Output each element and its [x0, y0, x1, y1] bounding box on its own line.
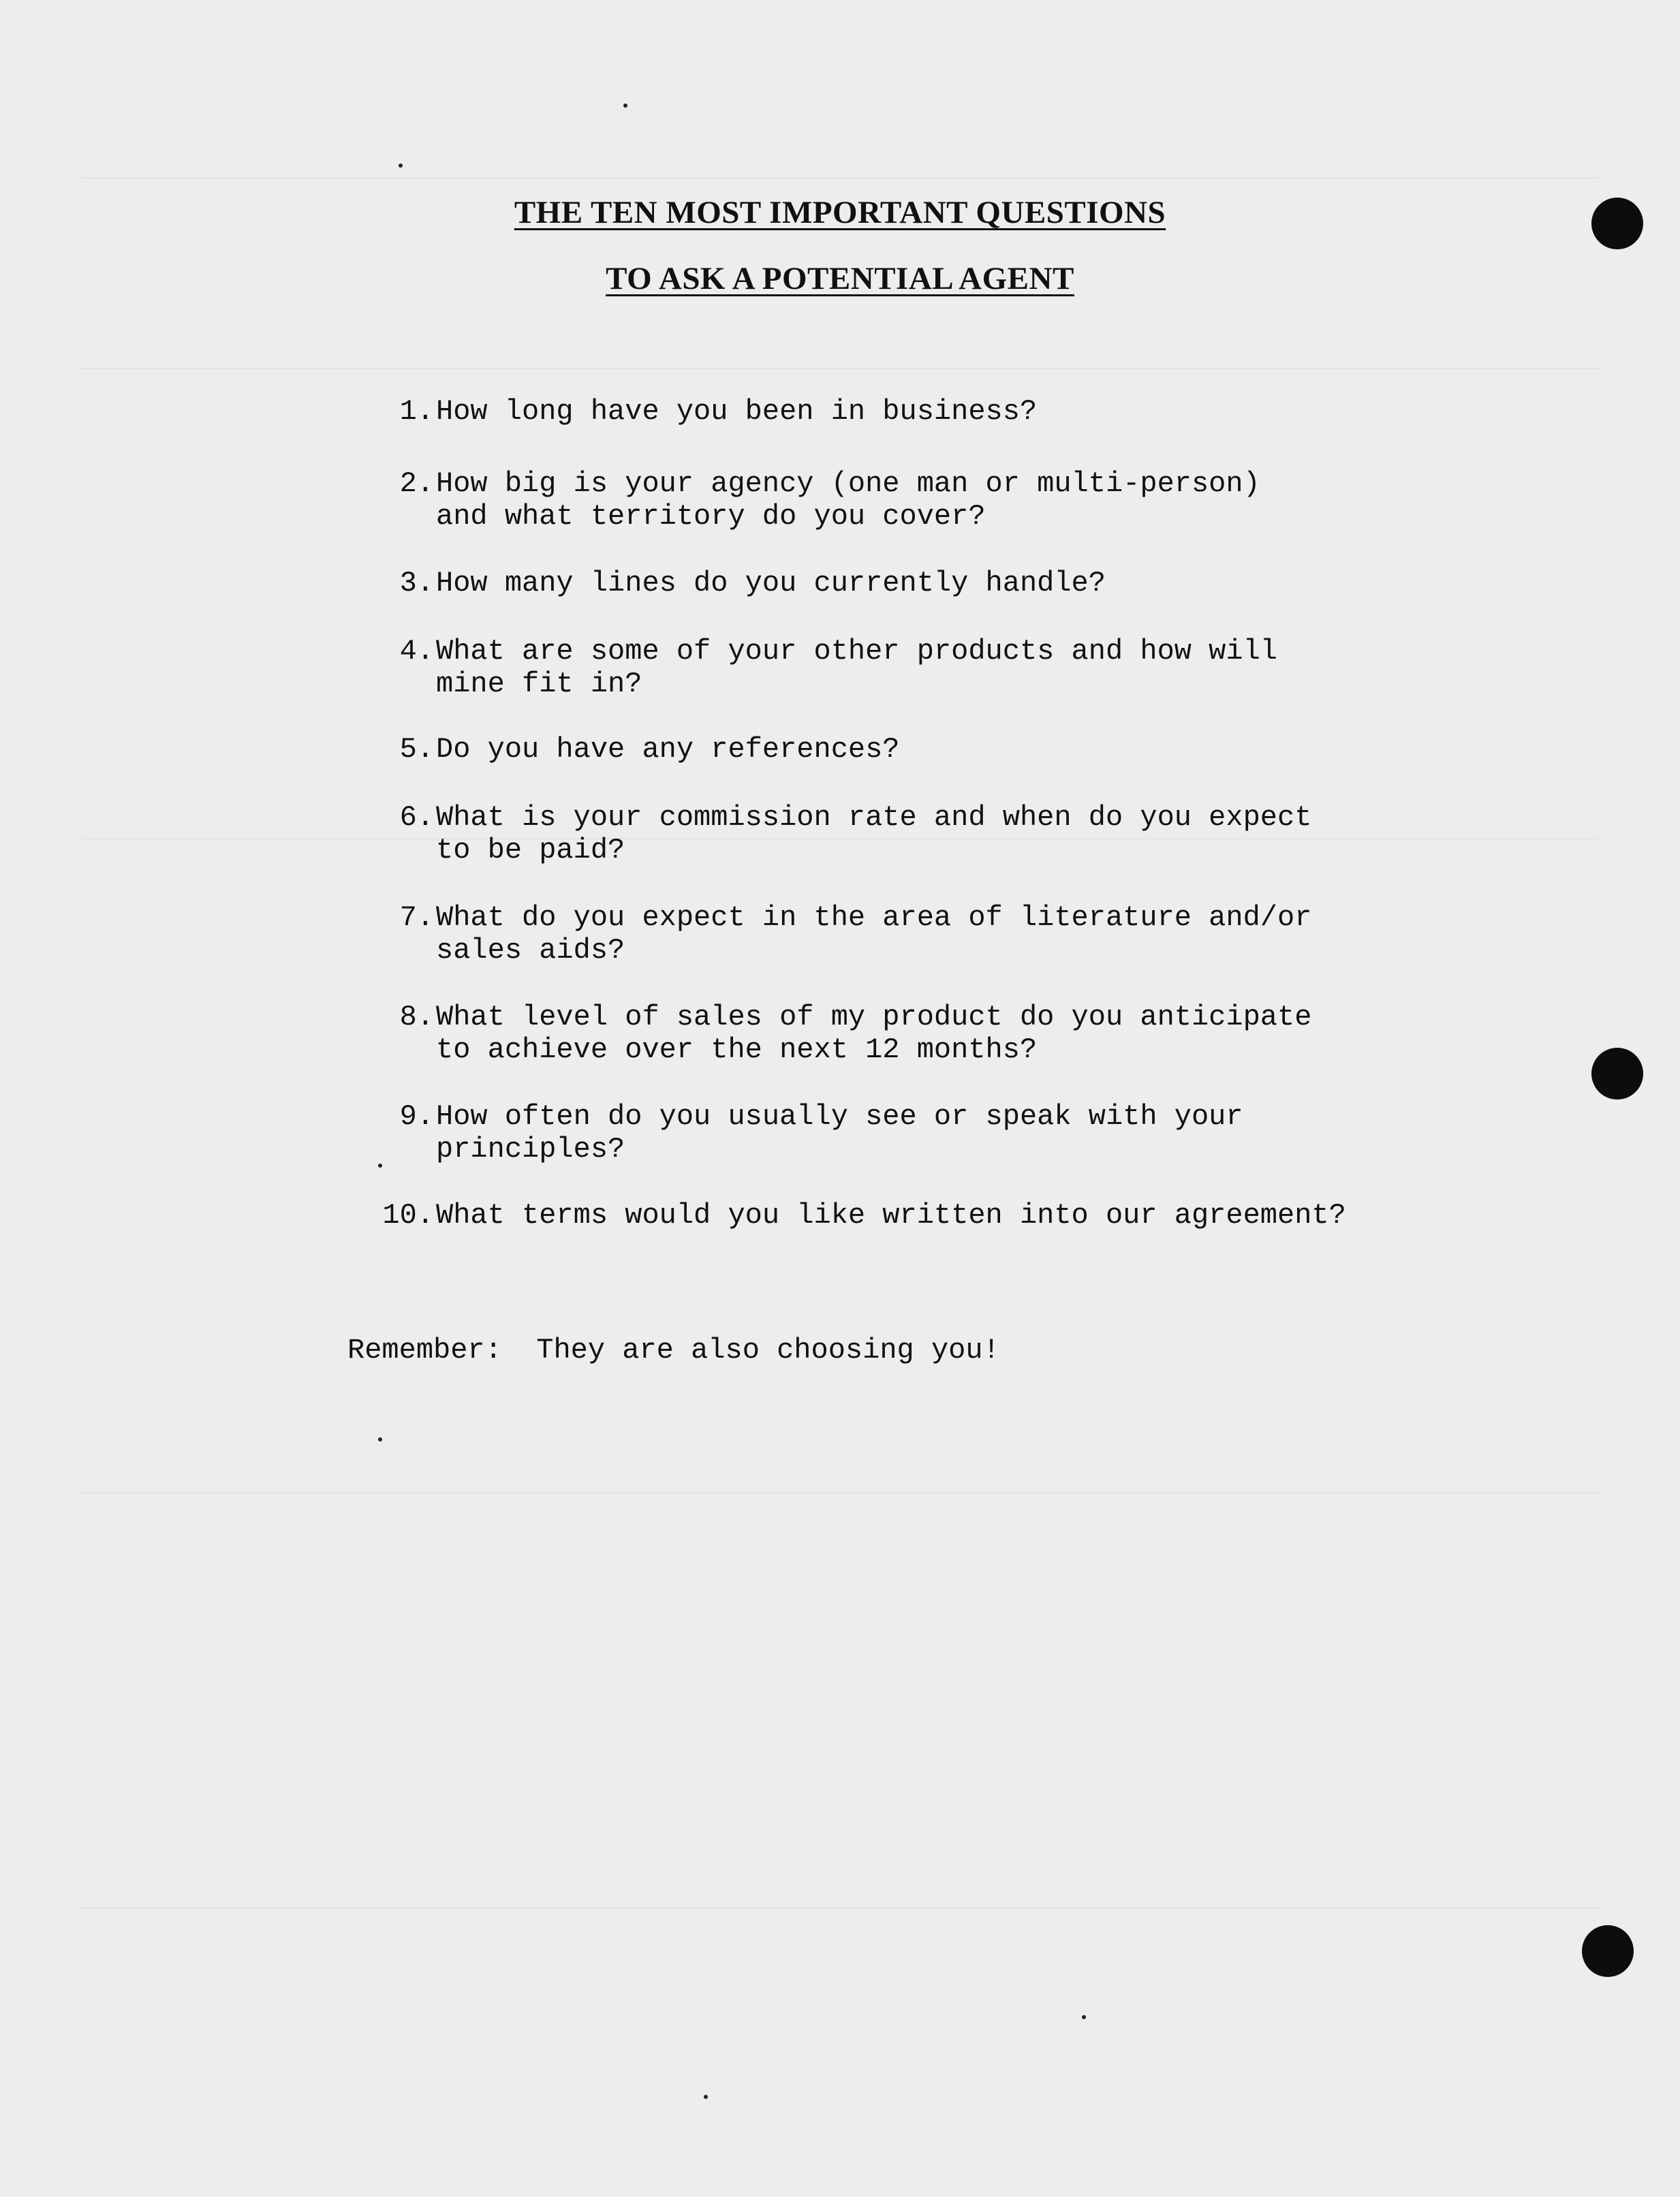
- question-item: [347, 733, 1546, 766]
- closing-reminder: Remember: They are also choosing you!: [347, 1334, 1000, 1367]
- question-number: 1.: [399, 395, 434, 428]
- question-item: [347, 1001, 1546, 1066]
- question-number: 6.: [399, 801, 434, 834]
- show-through-line: [82, 368, 1598, 369]
- question-text: How often do you usually see or speak with your principles?: [436, 1100, 1243, 1166]
- question-item: [347, 801, 1546, 867]
- speck: [399, 163, 403, 168]
- page-title-line-2: TO ASK A POTENTIAL AGENT: [606, 261, 1074, 296]
- question-text: What are some of your other products and how will mine fit in?: [436, 635, 1278, 700]
- show-through-line: [82, 177, 1598, 178]
- question-number: 8.: [399, 1001, 434, 1033]
- question-item: [347, 1100, 1546, 1166]
- speck: [1082, 2015, 1086, 2019]
- question-number: 4.: [399, 635, 434, 668]
- question-text: Do you have any references?: [436, 733, 900, 766]
- question-text: What do you expect in the area of literature and/or sales aids?: [436, 901, 1312, 967]
- speck: [378, 1437, 382, 1442]
- show-through-line: [82, 1492, 1598, 1493]
- question-text: What terms would you like written into our agreement?: [436, 1199, 1346, 1232]
- question-item: [347, 567, 1546, 599]
- question-number: 5.: [399, 733, 434, 766]
- hole-punch-middle: [1591, 1048, 1643, 1100]
- question-item: [347, 1199, 1546, 1232]
- question-number: 7.: [399, 901, 434, 934]
- question-item: [347, 467, 1546, 533]
- question-text: What level of sales of my product do you anticipate to achieve over the next 12 months?: [436, 1001, 1312, 1066]
- question-text: What is your commission rate and when do you expect to be paid?: [436, 801, 1312, 867]
- speck: [704, 2095, 708, 2099]
- question-number: 10.: [382, 1199, 434, 1232]
- question-number: 3.: [399, 567, 434, 599]
- question-text: How big is your agency (one man or multi-person) and what territory do you cover?: [436, 467, 1260, 533]
- question-number: 2.: [399, 467, 434, 500]
- speck: [623, 104, 627, 108]
- question-item: [347, 395, 1546, 428]
- question-item: [347, 635, 1546, 700]
- show-through-line: [82, 1907, 1598, 1909]
- question-text: How many lines do you currently handle?: [436, 567, 1106, 599]
- question-number: 9.: [399, 1100, 434, 1133]
- question-item: [347, 901, 1546, 967]
- question-text: How long have you been in business?: [436, 395, 1038, 428]
- hole-punch-bottom: [1582, 1925, 1634, 1977]
- page-title-line-1: THE TEN MOST IMPORTANT QUESTIONS: [514, 195, 1166, 230]
